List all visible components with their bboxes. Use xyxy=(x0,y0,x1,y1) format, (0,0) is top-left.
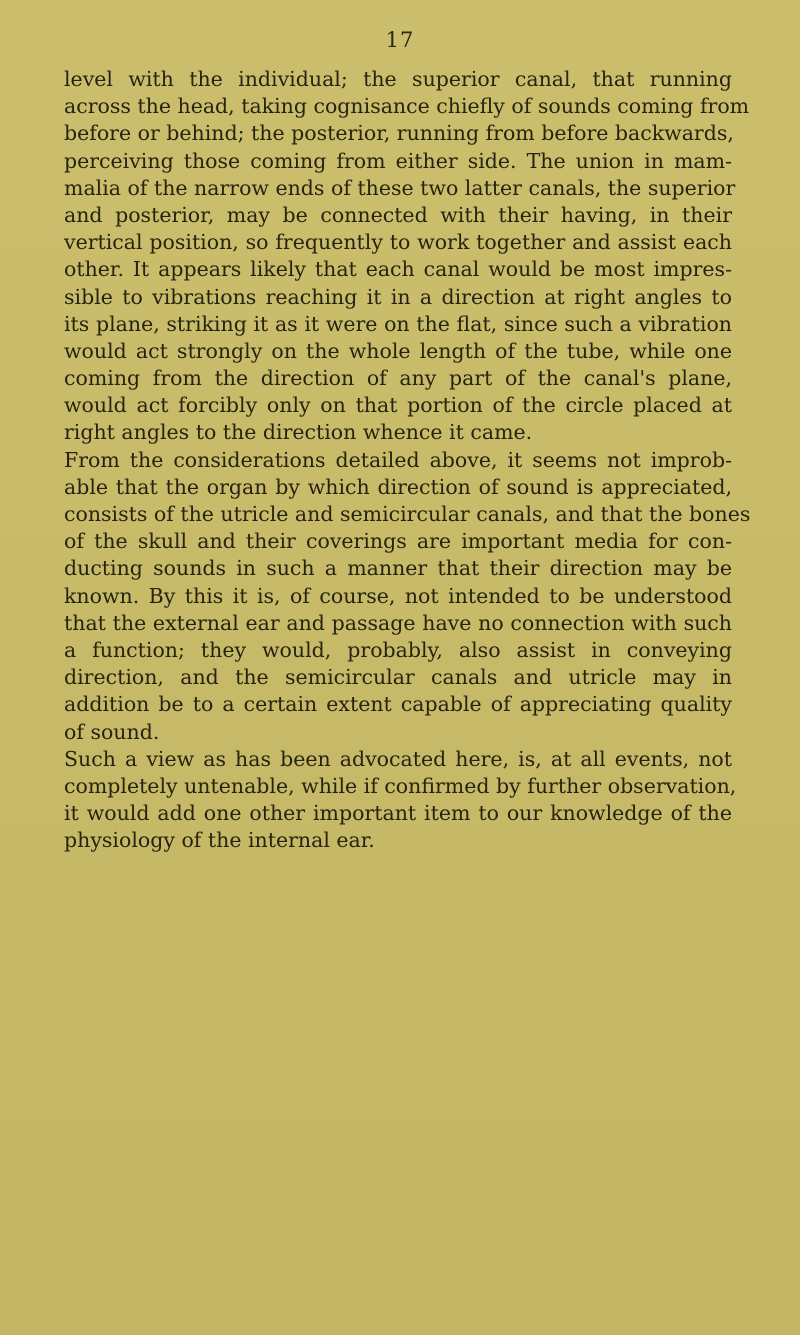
text-line: completely untenable, while if confirmed by further observation, xyxy=(64,773,737,798)
text-line: of sound. xyxy=(64,719,160,744)
text-line: a function; they would, probably, also assist in conveying xyxy=(64,637,732,662)
text-line: addition be to a certain extent capable of appreciating quality xyxy=(64,692,732,717)
text-line: consists of the utricle and semicircular canals, and that the bones xyxy=(64,502,751,526)
text-line: coming from the direction of any part of the canal's plane, xyxy=(64,366,732,391)
text-line: vertical position, so frequently to work together and assist each xyxy=(64,230,732,255)
text-line: across the head, taking cognisance chiefly of sounds coming from xyxy=(64,94,750,119)
text-line: sible to vibrations reaching it in a direction at right angles to xyxy=(64,284,732,309)
text-line: Such a view as has been advocated here, is, at all events, not xyxy=(64,746,732,771)
text-line: level with the individual; the superior canal, that running xyxy=(64,67,732,91)
text-line: and posterior, may be connected with their having, in their xyxy=(64,202,732,227)
text-line: other. It appears likely that each canal would be most impres- xyxy=(64,257,732,282)
text-line: before or behind; the posterior, running from before backwards, xyxy=(64,121,734,146)
text-line: physiology of the internal ear. xyxy=(64,828,375,853)
text-line: perceiving those coming from either side. The union in mam- xyxy=(64,148,732,173)
text-line: able that the organ by which direction of sound is appreciated, xyxy=(64,474,732,499)
text-line: ducting sounds in such a manner that their direction may be xyxy=(64,556,732,581)
text-line: of the skull and their coverings are important media for con- xyxy=(64,529,732,554)
body-text xyxy=(64,66,751,854)
text-line: right angles to the direction whence it came. xyxy=(64,420,533,445)
text-line: its plane, striking it as it were on the flat, since such a vibration xyxy=(64,311,732,336)
page-number: 17 xyxy=(385,28,415,52)
text-line: it would add one other important item to our knowledge of the xyxy=(64,801,732,826)
text-line: would act forcibly only on that portion of the circle placed at xyxy=(64,393,732,418)
text-line: From the considerations detailed above, it seems not improb- xyxy=(64,447,732,472)
text-line: known. By this it is, of course, not intended to be understood xyxy=(64,583,732,608)
text-line: would act strongly on the whole length of the tube, while one xyxy=(64,338,732,363)
text-line: direction, and the semicircular canals and utricle may in xyxy=(64,665,732,690)
text-line: malia of the narrow ends of these two latter canals, the superior xyxy=(64,175,736,200)
text-line: that the external ear and passage have no connection with such xyxy=(64,610,732,635)
